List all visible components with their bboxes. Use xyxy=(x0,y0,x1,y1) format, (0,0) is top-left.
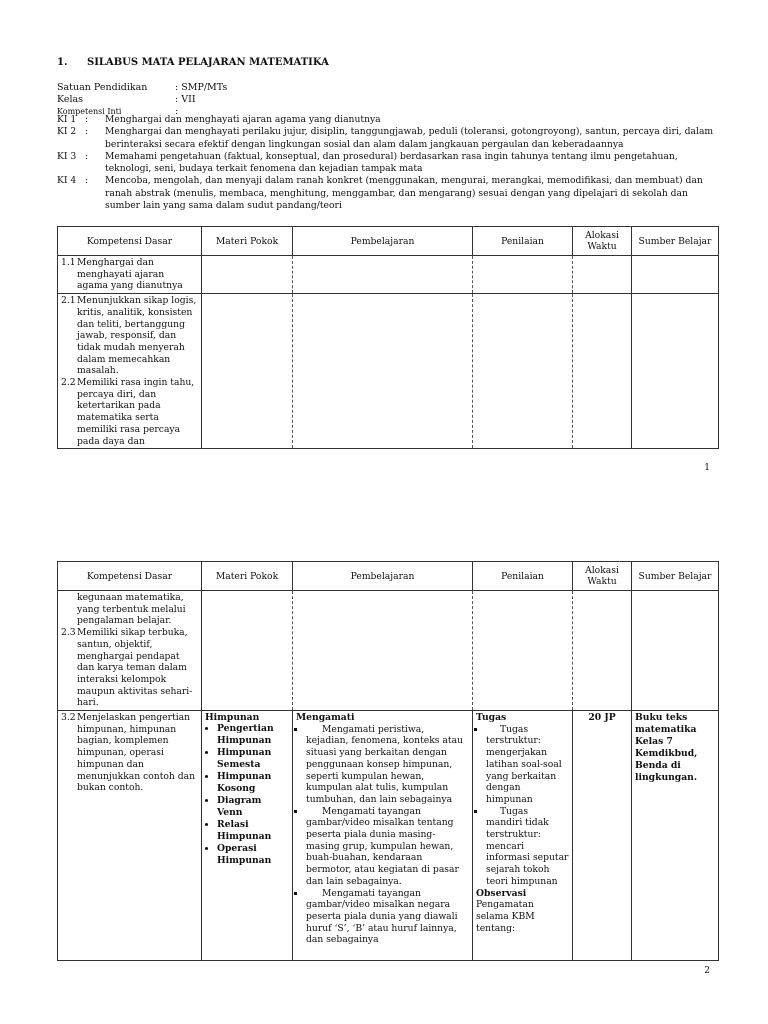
meta-row: Kompetensi Inti : xyxy=(57,106,179,117)
header-kompetensi-dasar: Kompetensi Dasar xyxy=(58,227,202,256)
page-number: 2 xyxy=(704,966,710,976)
materi-pokok-cell: Himpunan • Pengertian Himpunan • Himpunan Semesta • Himpunan Kosong • Diagram Venn • Relasi Himpunan • Operasi Himpunan xyxy=(202,711,293,961)
alokasi-cell: 20 JP xyxy=(573,711,632,961)
table-row xyxy=(58,294,719,449)
table-row xyxy=(58,256,719,294)
syllabus-table-page-2 xyxy=(57,561,719,961)
list-item: ▪ Mengamati tayangan gambar/video misalkan negara peserta piala dunia yang diawali huruf ‘S’, ‘B’ atau huruf lainnya, dan sebagainya xyxy=(306,888,469,947)
syllabus-table-page-1 xyxy=(57,226,719,449)
table-header-row xyxy=(58,227,719,256)
meta-row: Kelas : VII xyxy=(57,94,196,105)
header-kompetensi-dasar: Kompetensi Dasar xyxy=(58,562,202,591)
meta-row: Satuan Pendidikan : SMP/MTs xyxy=(57,82,228,93)
header-materi-pokok: Materi Pokok xyxy=(202,562,293,591)
header-pembelajaran: Pembelajaran xyxy=(293,562,473,591)
page-number: 1 xyxy=(704,463,710,473)
header-penilaian: Penilaian xyxy=(473,227,573,256)
kd-cell: 3.2 Menjelaskan pengertian himpunan, himpunan bagian, komplemen himpunan, operasi himpunan dan menunjukkan contoh dan bukan contoh. xyxy=(58,711,202,961)
header-materi-pokok: Materi Pokok xyxy=(202,227,293,256)
kd-cell: 1.1 Menghargai dan menghayati ajaran agama yang dianutnya xyxy=(58,256,202,294)
identity-block xyxy=(57,82,227,118)
header-pembelajaran: Pembelajaran xyxy=(293,227,473,256)
kd-cell: kegunaan matematika, yang terbentuk melalui pengalaman belajar. 2.3 Memiliki sikap terbuka, santun, objektif, menghargai pendapat dan karya teman dalam interaksi kelompok maupun aktivitas sehari-hari. xyxy=(58,591,202,711)
list-item: • Diagram Venn xyxy=(217,795,289,819)
list-item: • Himpunan Kosong xyxy=(217,771,289,795)
penilaian-cell: Tugas ▪ Tugas terstruktur: mengerjakan latihan soal-soal yang berkaitan dengan himpunan ▪ Tugas mandiri tidak terstruktur: mencari informasi seputar sejarah tokoh teori himpunan Observasi Pengamatan selama KBM tentang: xyxy=(473,711,573,961)
table-row xyxy=(58,711,719,961)
list-item: ▪ Mengamati tayangan gambar/video misalkan tentang peserta piala dunia masing-masing grup, kumpulan hewan, buah-buahan, kendaraan bermotor, atau kegiatan di pasar dan lain sebagainya. xyxy=(306,806,469,888)
kd-cell: 2.1 Menunjukkan sikap logis, kritis, analitik, konsisten dan teliti, bertanggung jawab, responsif, dan tidak mudah menyerah dalam memecahkan masalah. 2.2 Memiliki rasa ingin tahu, percaya diri, dan ketertarikan pada matematika serta memiliki rasa percaya pada daya dan xyxy=(58,294,202,449)
header-alokasi-waktu: Alokasi Waktu xyxy=(573,227,632,256)
kompetensi-inti-list xyxy=(57,114,717,212)
header-sumber-belajar: Sumber Belajar xyxy=(632,227,719,256)
list-item: • Operasi Himpunan xyxy=(217,843,289,867)
pembelajaran-cell: Mengamati ▪ Mengamati peristiwa, kejadian, fenomena, konteks atau situasi yang berkaitan dengan penggunaan konsep himpunan, seperti kumpulan hewan, kumpulan alat tulis, kumpulan tumbuhan, dan lain sebagainya ▪ Mengamati tayangan gambar/video misalkan tentang peserta piala dunia masing-masing grup, kumpulan hewan, buah-buahan, kendaraan bermotor, atau kegiatan di pasar dan lain sebagainya. ▪ Mengamati tayangan gambar/video misalkan negara peserta piala dunia yang diawali huruf ‘S’, ‘B’ atau huruf lainnya, dan sebagainya xyxy=(293,711,473,961)
ki-item: KI 4 : Mencoba, mengolah, dan menyaji dalam ranah konkret (menggunakan, mengurai, merangkai, memodifikasi, dan membuat) dan ranah abstrak (menulis, membaca, menghitung, menggambar, dan mengarang) sesuai dengan yang dipelajari di sekolah dan sumber lain yang sama dalam sudut pandang/teori xyxy=(57,175,703,212)
header-sumber-belajar: Sumber Belajar xyxy=(632,562,719,591)
ki-item: KI 1 : Menghargai dan menghayati ajaran agama yang dianutnya xyxy=(57,114,381,125)
ki-item: KI 2 : Menghargai dan menghayati perilaku jujur, disiplin, tanggungjawab, peduli (toleransi, gotongroyong), santun, percaya diri, dalam berinteraksi secara efektif dengan lingkungan sosial dan alam dalam jangkauan pergaulan dan keberadaannya xyxy=(57,126,714,150)
list-item: ▪ Tugas mandiri tidak terstruktur: mencari informasi seputar sejarah tokoh teori himpunan xyxy=(486,806,569,888)
document-page-2 xyxy=(0,500,768,1024)
table-header-row xyxy=(58,562,719,591)
header-penilaian: Penilaian xyxy=(473,562,573,591)
document-page-1 xyxy=(0,0,768,500)
list-item: • Relasi Himpunan xyxy=(217,819,289,843)
ki-item: KI 3 : Memahami pengetahuan (faktual, konseptual, dan prosedural) berdasarkan rasa ingin tahunya tentang ilmu pengetahuan, teknologi, seni, budaya terkait fenomena dan kejadian tampak mata xyxy=(57,150,678,175)
list-item: ▪ Mengamati peristiwa, kejadian, fenomena, konteks atau situasi yang berkaitan dengan penggunaan konsep himpunan, seperti kumpulan hewan, kumpulan alat tulis, kumpulan tumbuhan, dan lain sebagainya xyxy=(306,724,469,806)
document-title: 1. SILABUS MATA PELAJARAN MATEMATIKA xyxy=(57,57,329,68)
header-alokasi-waktu: Alokasi Waktu xyxy=(573,562,632,591)
table-row xyxy=(58,591,719,711)
list-item: • Himpunan Semesta xyxy=(217,747,289,771)
list-item: ▪ Tugas terstruktur: mengerjakan latihan soal-soal yang berkaitan dengan himpunan xyxy=(486,724,569,806)
sumber-cell: Buku teks matematika Kelas 7 Kemdikbud, Benda di lingkungan. xyxy=(632,711,719,961)
list-item: • Pengertian Himpunan xyxy=(217,723,289,747)
